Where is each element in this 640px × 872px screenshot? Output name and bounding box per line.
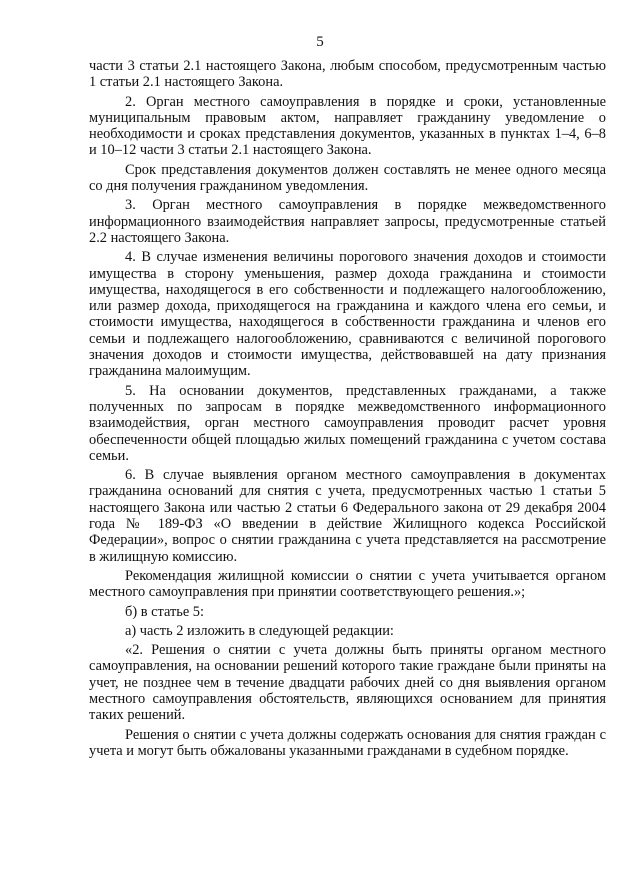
paragraph-item-6: 6. В случае выявления органом местного самоуправления в документах гражданина оснований для снятия с учета, предусмотренных частью 1 статьи 5 настоящего Закона или частью 2 статьи 6 Федерального закона от 29 декабря 2004 года № 189-ФЗ «О введении в действие Жилищного кодекса Российской Федерации», вопрос о снятии гражданина с учета представляется на рассмотрение в жилищную комиссию. (89, 467, 606, 565)
paragraph-item-3: 3. Орган местного самоуправления в порядке межведомственного информационного взаимодействия направляет запросы, предусмотренные статьей 2.2 настоящего Закона. (89, 197, 606, 246)
paragraph-item-5: 5. На основании документов, представленных гражданами, а также полученных по запросам в порядке межведомственного информационного взаимодействия, орган местного самоуправления проводит расчет уровня обеспеченности общей площадью жилых помещений гражданина с учетом состава семьи. (89, 382, 606, 464)
paragraph-appeal: Решения о снятии с учета должны содержать основания для снятия граждан с учета и могут быть обжалованы указанными гражданами в судебном порядке. (89, 726, 606, 759)
paragraph-amended-part-2: «2. Решения о снятии с учета должны быть приняты органом местного самоуправления, на основании решений которого такие граждане были приняты на учет, не позднее чем в течение двадцати рабочих дней со дня выявления органом местного самоуправления обстоятельств, являющихся основанием для принятия таких решений. (89, 642, 606, 724)
paragraph-item-4: 4. В случае изменения величины порогового значения доходов и стоимости имущества в сторону уменьшения, размер дохода гражданина и стоимости имущества, находящегося в его собственности и подлежащего налогообложению, или размер дохода, приходящегося на гражданина и каждого члена его семьи, и стоимости имущества, находящегося в собственности гражданина и членов его семьи и подлежащего налогообложению, сравниваются с величиной порогового значения доходов и стоимости имущества, действовавшей на дату признания гражданина малоимущим. (89, 249, 606, 380)
paragraph-subitem-b: б) в статье 5: (125, 603, 205, 620)
page-number: 5 (316, 34, 324, 50)
paragraph-continuation: части 3 статьи 2.1 настоящего Закона, любым способом, предусмотренным частью 1 статьи 2.1 настоящего Закона. (89, 58, 606, 91)
paragraph-recommendation: Рекомендация жилищной комиссии о снятии с учета учитывается органом местного самоуправления при принятии соответствующего решения.»; (89, 567, 606, 601)
document-body (89, 58, 606, 759)
paragraph-subitem-a: а) часть 2 изложить в следующей редакции: (125, 622, 394, 639)
paragraph-item-2: 2. Орган местного самоуправления в порядке и сроки, установленные муниципальным правовым актом, направляет гражданину уведомление о необходимости и сроках представления документов, указанных в пунктах 1–4, 6–8 и 10–12 части 3 статьи 2.1 настоящего Закона. (89, 93, 606, 159)
paragraph-deadline: Срок представления документов должен составлять не менее одного месяца со дня получения гражданином уведомления. (89, 161, 606, 195)
